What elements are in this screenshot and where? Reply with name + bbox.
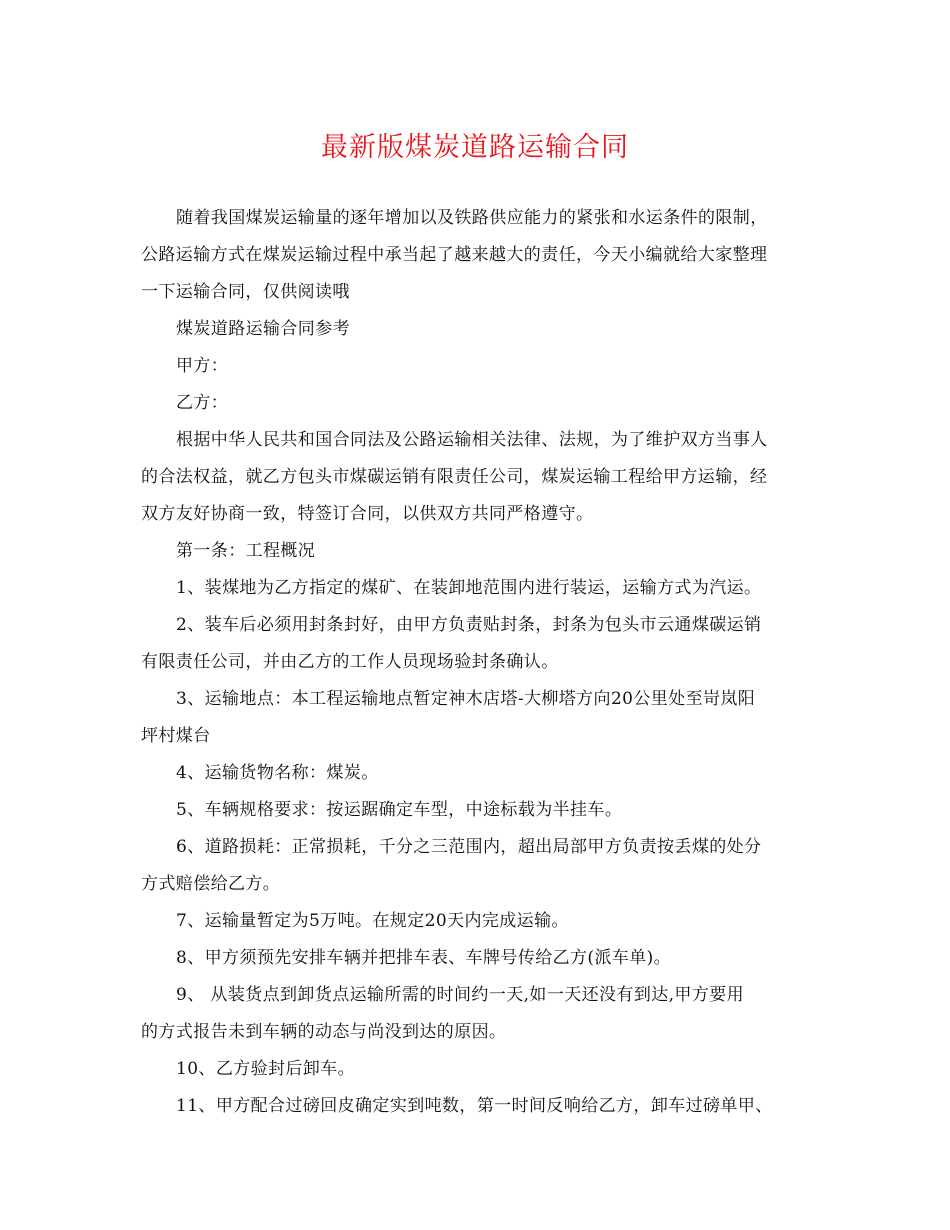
clause-8: 8、甲方须预先安排车辆并把排车表、车牌号传给乙方(派车单)。 xyxy=(176,948,672,968)
contract-subtitle: 煤炭道路运输合同参考 xyxy=(176,319,350,339)
clause-3-cont: 坪村煤台 xyxy=(141,726,211,746)
party-b-label: 乙方： xyxy=(176,393,229,413)
clause-11: 11、甲方配合过磅回皮确定实到吨数，第一时间反响给乙方，卸车过磅单甲、 xyxy=(176,1096,773,1116)
clause-1: 1、装煤地为乙方指定的煤矿、在装卸地范围内进行装运，运输方式为汽运。 xyxy=(176,578,762,598)
article-heading: 第一条：工程概况 xyxy=(176,541,316,561)
clause-5: 5、车辆规格要求：按运踞确定车型，中途标载为半挂车。 xyxy=(176,800,623,820)
clause-9-cont: 的方式报告未到车辆的动态与尚没到达的原因。 xyxy=(141,1022,507,1042)
clause-2-cont: 有限责任公司，并由乙方的工作人员现场验封条确认。 xyxy=(141,652,559,672)
intro-line: 一下运输合同，仅供阅读哦 xyxy=(141,282,350,302)
preamble-line: 双方友好协商一致，特签订合同，以供双方共同严格遵守。 xyxy=(141,504,594,524)
party-a-label: 甲方： xyxy=(176,356,229,376)
clause-4: 4、运输货物名称：煤炭。 xyxy=(176,763,379,783)
intro-line: 随着我国煤炭运输量的逐年增加以及铁路供应能力的紧张和水运条件的限制， xyxy=(176,208,768,228)
clause-10: 10、乙方验封后卸车。 xyxy=(176,1059,356,1079)
intro-line: 公路运输方式在煤炭运输过程中承当起了越来越大的责任，今天小编就给大家整理 xyxy=(141,245,768,265)
clause-6-cont: 方式赔偿给乙方。 xyxy=(141,874,281,894)
document-title: 最新版煤炭道路运输合同 xyxy=(321,132,629,163)
preamble-line: 根据中华人民共和国合同法及公路运输相关法律、法规，为了维护双方当事人 xyxy=(176,430,768,450)
clause-3: 3、运输地点：本工程运输地点暂定神木店塔-大柳塔方向20公里处至岢岚阳 xyxy=(176,689,756,709)
preamble-line: 的合法权益，就乙方包头市煤碳运销有限责任公司，煤炭运输工程给甲方运输，经 xyxy=(141,467,768,487)
clause-6: 6、道路损耗：正常损耗，千分之三范围内，超出局部甲方负责按丢煤的处分 xyxy=(176,837,762,857)
clause-2: 2、装车后必须用封条封好，由甲方负责贴封条，封条为包头市云通煤碳运销 xyxy=(176,615,762,635)
clause-9: 9、 从装货点到卸货点运输所需的时间约一天,如一天还没有到达,甲方要用 xyxy=(176,985,745,1005)
clause-7: 7、运输量暂定为5万吨。在规定20天内完成运输。 xyxy=(176,911,569,931)
